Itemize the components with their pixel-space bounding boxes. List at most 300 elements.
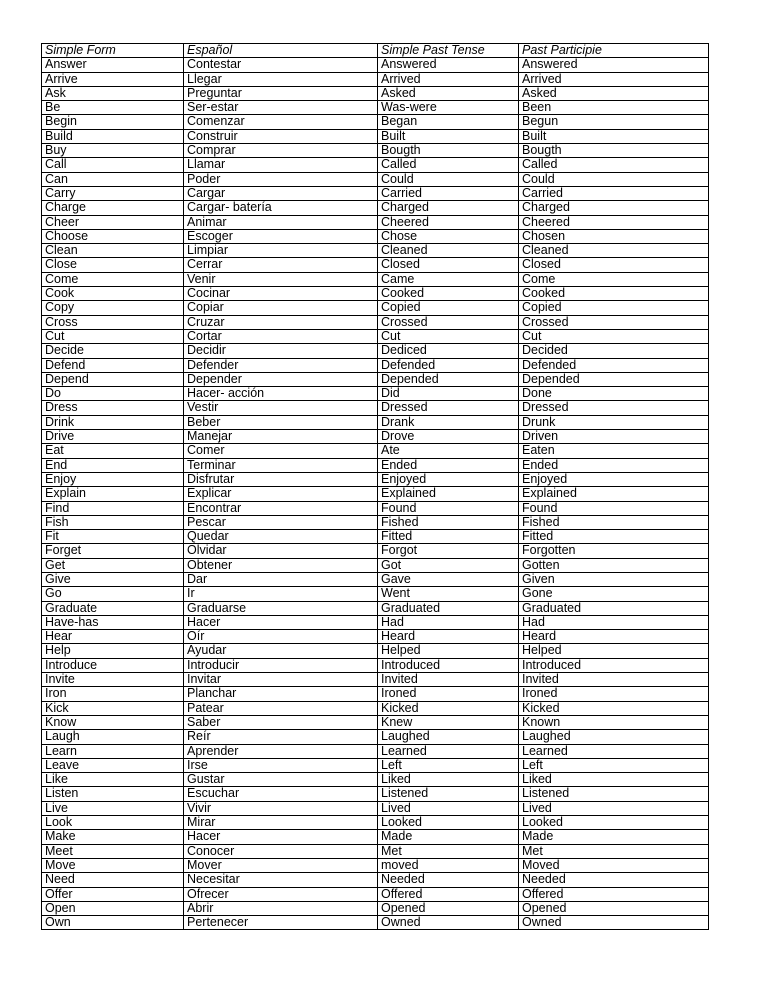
cell-spanish: Cerrar — [184, 258, 378, 272]
cell-simple-past: Looked — [378, 816, 519, 830]
cell-simple-past: Began — [378, 115, 519, 129]
cell-simple-form: Fit — [42, 530, 184, 544]
header-simple-past: Simple Past Tense — [378, 44, 519, 58]
table-row — [42, 773, 709, 787]
cell-simple-form: Kick — [42, 701, 184, 715]
table-row — [42, 615, 709, 629]
table-row — [42, 472, 709, 486]
cell-spanish: Vivir — [184, 801, 378, 815]
cell-simple-form: Cheer — [42, 215, 184, 229]
table-row — [42, 172, 709, 186]
table-row — [42, 430, 709, 444]
cell-simple-form: Drink — [42, 415, 184, 429]
cell-simple-form: Offer — [42, 887, 184, 901]
cell-past-participle: Defended — [519, 358, 709, 372]
cell-spanish: Escuchar — [184, 787, 378, 801]
cell-simple-past: Chose — [378, 229, 519, 243]
cell-spanish: Vestir — [184, 401, 378, 415]
cell-simple-form: Dress — [42, 401, 184, 415]
cell-simple-form: Move — [42, 858, 184, 872]
cell-past-participle: Answered — [519, 58, 709, 72]
cell-past-participle: Chosen — [519, 229, 709, 243]
cell-past-participle: Met — [519, 844, 709, 858]
cell-simple-past: Graduated — [378, 601, 519, 615]
table-row — [42, 687, 709, 701]
table-row — [42, 801, 709, 815]
cell-simple-past: Had — [378, 615, 519, 629]
table-row — [42, 572, 709, 586]
table-row — [42, 144, 709, 158]
cell-spanish: Poder — [184, 172, 378, 186]
cell-past-participle: Charged — [519, 201, 709, 215]
cell-simple-past: Made — [378, 830, 519, 844]
cell-simple-form: Ask — [42, 86, 184, 100]
cell-simple-past: Cut — [378, 329, 519, 343]
cell-past-participle: Drunk — [519, 415, 709, 429]
cell-simple-past: Liked — [378, 773, 519, 787]
cell-spanish: Cortar — [184, 329, 378, 343]
cell-simple-past: Explained — [378, 487, 519, 501]
cell-spanish: Escoger — [184, 229, 378, 243]
cell-past-participle: Moved — [519, 858, 709, 872]
cell-past-participle: Found — [519, 501, 709, 515]
cell-simple-past: Could — [378, 172, 519, 186]
cell-simple-form: Answer — [42, 58, 184, 72]
cell-simple-form: Can — [42, 172, 184, 186]
cell-past-participle: Decided — [519, 344, 709, 358]
cell-spanish: Hacer — [184, 830, 378, 844]
cell-past-participle: Enjoyed — [519, 472, 709, 486]
cell-spanish: Defender — [184, 358, 378, 372]
cell-past-participle: Laughed — [519, 730, 709, 744]
cell-simple-form: Choose — [42, 229, 184, 243]
cell-past-participle: Known — [519, 715, 709, 729]
cell-past-participle: Dressed — [519, 401, 709, 415]
cell-simple-form: Have-has — [42, 615, 184, 629]
cell-simple-past: Needed — [378, 873, 519, 887]
cell-simple-past: Drank — [378, 415, 519, 429]
cell-past-participle: Introduced — [519, 658, 709, 672]
verb-table-header — [42, 44, 709, 58]
cell-simple-past: Ironed — [378, 687, 519, 701]
cell-spanish: Ser-estar — [184, 101, 378, 115]
header-row — [42, 44, 709, 58]
table-row — [42, 115, 709, 129]
cell-spanish: Cargar- batería — [184, 201, 378, 215]
table-row — [42, 515, 709, 529]
cell-simple-past: Defended — [378, 358, 519, 372]
cell-spanish: Llegar — [184, 72, 378, 86]
cell-past-participle: Offered — [519, 887, 709, 901]
cell-simple-past: Bougth — [378, 144, 519, 158]
cell-past-participle: Forgotten — [519, 544, 709, 558]
cell-spanish: Dar — [184, 572, 378, 586]
cell-simple-form: Open — [42, 901, 184, 915]
table-row — [42, 272, 709, 286]
cell-simple-form: Live — [42, 801, 184, 815]
cell-simple-form: Copy — [42, 301, 184, 315]
cell-simple-form: Look — [42, 816, 184, 830]
cell-simple-past: Ended — [378, 458, 519, 472]
cell-spanish: Gustar — [184, 773, 378, 787]
cell-simple-past: Answered — [378, 58, 519, 72]
cell-past-participle: Begun — [519, 115, 709, 129]
cell-spanish: Abrir — [184, 901, 378, 915]
cell-simple-past: Cheered — [378, 215, 519, 229]
cell-simple-past: Found — [378, 501, 519, 515]
cell-simple-form: Eat — [42, 444, 184, 458]
cell-past-participle: Owned — [519, 916, 709, 930]
cell-simple-form: Invite — [42, 673, 184, 687]
table-row — [42, 844, 709, 858]
cell-simple-past: Called — [378, 158, 519, 172]
table-row — [42, 401, 709, 415]
cell-spanish: Hacer — [184, 615, 378, 629]
table-row — [42, 301, 709, 315]
cell-spanish: Olvidar — [184, 544, 378, 558]
cell-simple-form: Cut — [42, 329, 184, 343]
cell-spanish: Graduarse — [184, 601, 378, 615]
cell-past-participle: Fished — [519, 515, 709, 529]
cell-spanish: Saber — [184, 715, 378, 729]
cell-simple-form: Carry — [42, 186, 184, 200]
cell-simple-past: Listened — [378, 787, 519, 801]
table-row — [42, 601, 709, 615]
cell-past-participle: Ended — [519, 458, 709, 472]
table-row — [42, 530, 709, 544]
cell-simple-form: Know — [42, 715, 184, 729]
cell-simple-form: Learn — [42, 744, 184, 758]
cell-simple-past: Offered — [378, 887, 519, 901]
cell-spanish: Pescar — [184, 515, 378, 529]
table-row — [42, 315, 709, 329]
cell-past-participle: Graduated — [519, 601, 709, 615]
cell-simple-form: Introduce — [42, 658, 184, 672]
table-row — [42, 344, 709, 358]
cell-simple-past: Lived — [378, 801, 519, 815]
table-row — [42, 186, 709, 200]
table-row — [42, 458, 709, 472]
table-row — [42, 387, 709, 401]
table-row — [42, 744, 709, 758]
table-row — [42, 787, 709, 801]
cell-simple-form: Get — [42, 558, 184, 572]
cell-past-participle: Done — [519, 387, 709, 401]
cell-past-participle: Could — [519, 172, 709, 186]
table-row — [42, 916, 709, 930]
cell-simple-form: Call — [42, 158, 184, 172]
cell-spanish: Manejar — [184, 430, 378, 444]
cell-simple-past: Enjoyed — [378, 472, 519, 486]
cell-spanish: Conocer — [184, 844, 378, 858]
cell-spanish: Animar — [184, 215, 378, 229]
table-row — [42, 873, 709, 887]
cell-past-participle: Gone — [519, 587, 709, 601]
verb-table-body — [42, 58, 709, 930]
cell-spanish: Preguntar — [184, 86, 378, 100]
cell-simple-past: Cooked — [378, 287, 519, 301]
cell-past-participle: Cooked — [519, 287, 709, 301]
cell-past-participle: Looked — [519, 816, 709, 830]
cell-past-participle: Needed — [519, 873, 709, 887]
cell-simple-form: Fish — [42, 515, 184, 529]
table-row — [42, 715, 709, 729]
cell-simple-past: Carried — [378, 186, 519, 200]
cell-simple-form: Listen — [42, 787, 184, 801]
header-simple-form: Simple Form — [42, 44, 184, 58]
cell-past-participle: Carried — [519, 186, 709, 200]
table-row — [42, 329, 709, 343]
cell-spanish: Aprender — [184, 744, 378, 758]
cell-simple-form: Cook — [42, 287, 184, 301]
cell-simple-form: Meet — [42, 844, 184, 858]
cell-simple-past: Got — [378, 558, 519, 572]
cell-simple-past: Did — [378, 387, 519, 401]
table-row — [42, 158, 709, 172]
cell-simple-past: Helped — [378, 644, 519, 658]
cell-past-participle: Lived — [519, 801, 709, 815]
cell-simple-form: Go — [42, 587, 184, 601]
cell-spanish: Decidir — [184, 344, 378, 358]
cell-simple-form: Iron — [42, 687, 184, 701]
cell-past-participle: Opened — [519, 901, 709, 915]
cell-spanish: Cocinar — [184, 287, 378, 301]
table-row — [42, 287, 709, 301]
cell-simple-form: Leave — [42, 758, 184, 772]
table-row — [42, 129, 709, 143]
table-row — [42, 730, 709, 744]
cell-spanish: Contestar — [184, 58, 378, 72]
cell-simple-past: Arrived — [378, 72, 519, 86]
cell-spanish: Cruzar — [184, 315, 378, 329]
cell-spanish: Introducir — [184, 658, 378, 672]
cell-simple-form: Enjoy — [42, 472, 184, 486]
cell-spanish: Beber — [184, 415, 378, 429]
cell-simple-past: moved — [378, 858, 519, 872]
cell-past-participle: Driven — [519, 430, 709, 444]
cell-simple-past: Depended — [378, 372, 519, 386]
table-row — [42, 673, 709, 687]
cell-simple-form: Be — [42, 101, 184, 115]
cell-spanish: Encontrar — [184, 501, 378, 515]
cell-past-participle: Gotten — [519, 558, 709, 572]
table-row — [42, 558, 709, 572]
cell-simple-form: Do — [42, 387, 184, 401]
table-row — [42, 258, 709, 272]
table-row — [42, 887, 709, 901]
cell-simple-form: Clean — [42, 244, 184, 258]
cell-simple-form: Make — [42, 830, 184, 844]
cell-past-participle: Ironed — [519, 687, 709, 701]
cell-simple-form: Begin — [42, 115, 184, 129]
cell-simple-form: Help — [42, 644, 184, 658]
table-row — [42, 701, 709, 715]
cell-past-participle: Come — [519, 272, 709, 286]
table-row — [42, 86, 709, 100]
cell-simple-form: Forget — [42, 544, 184, 558]
cell-past-participle: Asked — [519, 86, 709, 100]
cell-spanish: Venir — [184, 272, 378, 286]
cell-simple-past: Ate — [378, 444, 519, 458]
table-row — [42, 901, 709, 915]
cell-simple-past: Met — [378, 844, 519, 858]
cell-past-participle: Liked — [519, 773, 709, 787]
cell-simple-form: Defend — [42, 358, 184, 372]
cell-simple-past: Learned — [378, 744, 519, 758]
cell-past-participle: Cheered — [519, 215, 709, 229]
cell-simple-past: Opened — [378, 901, 519, 915]
table-row — [42, 72, 709, 86]
cell-spanish: Depender — [184, 372, 378, 386]
cell-past-participle: Crossed — [519, 315, 709, 329]
table-row — [42, 201, 709, 215]
table-row — [42, 372, 709, 386]
cell-past-participle: Built — [519, 129, 709, 143]
cell-spanish: Copiar — [184, 301, 378, 315]
cell-spanish: Oír — [184, 630, 378, 644]
table-row — [42, 58, 709, 72]
table-row — [42, 487, 709, 501]
cell-simple-form: Build — [42, 129, 184, 143]
cell-past-participle: Copied — [519, 301, 709, 315]
cell-spanish: Pertenecer — [184, 916, 378, 930]
cell-past-participle: Cleaned — [519, 244, 709, 258]
cell-spanish: Construir — [184, 129, 378, 143]
table-row — [42, 658, 709, 672]
cell-simple-form: Like — [42, 773, 184, 787]
table-row — [42, 587, 709, 601]
cell-spanish: Cargar — [184, 186, 378, 200]
cell-simple-past: Went — [378, 587, 519, 601]
cell-simple-past: Kicked — [378, 701, 519, 715]
cell-simple-past: Left — [378, 758, 519, 772]
cell-simple-past: Cleaned — [378, 244, 519, 258]
cell-simple-past: Was-were — [378, 101, 519, 115]
table-row — [42, 644, 709, 658]
cell-simple-form: Find — [42, 501, 184, 515]
cell-simple-past: Invited — [378, 673, 519, 687]
table-row — [42, 415, 709, 429]
cell-simple-form: Arrive — [42, 72, 184, 86]
cell-spanish: Planchar — [184, 687, 378, 701]
cell-simple-form: Hear — [42, 630, 184, 644]
cell-past-participle: Given — [519, 572, 709, 586]
cell-simple-past: Crossed — [378, 315, 519, 329]
cell-past-participle: Arrived — [519, 72, 709, 86]
cell-simple-past: Laughed — [378, 730, 519, 744]
cell-past-participle: Kicked — [519, 701, 709, 715]
cell-simple-form: Own — [42, 916, 184, 930]
cell-spanish: Comenzar — [184, 115, 378, 129]
cell-past-participle: Depended — [519, 372, 709, 386]
cell-past-participle: Left — [519, 758, 709, 772]
cell-simple-form: Laugh — [42, 730, 184, 744]
cell-spanish: Limpiar — [184, 244, 378, 258]
cell-simple-past: Came — [378, 272, 519, 286]
cell-spanish: Ir — [184, 587, 378, 601]
table-row — [42, 830, 709, 844]
cell-spanish: Patear — [184, 701, 378, 715]
cell-simple-form: Decide — [42, 344, 184, 358]
cell-past-participle: Called — [519, 158, 709, 172]
cell-simple-form: Buy — [42, 144, 184, 158]
table-row — [42, 358, 709, 372]
cell-spanish: Quedar — [184, 530, 378, 544]
cell-spanish: Irse — [184, 758, 378, 772]
cell-past-participle: Bougth — [519, 144, 709, 158]
table-row — [42, 630, 709, 644]
cell-simple-form: Depend — [42, 372, 184, 386]
cell-past-participle: Closed — [519, 258, 709, 272]
cell-past-participle: Made — [519, 830, 709, 844]
cell-past-participle: Invited — [519, 673, 709, 687]
cell-simple-form: Come — [42, 272, 184, 286]
cell-simple-past: Introduced — [378, 658, 519, 672]
cell-spanish: Ayudar — [184, 644, 378, 658]
cell-simple-form: Give — [42, 572, 184, 586]
table-row — [42, 229, 709, 243]
cell-spanish: Ofrecer — [184, 887, 378, 901]
header-past-participle: Past Participie — [519, 44, 709, 58]
cell-spanish: Llamar — [184, 158, 378, 172]
cell-past-participle: Fitted — [519, 530, 709, 544]
cell-simple-form: Need — [42, 873, 184, 887]
cell-simple-past: Dressed — [378, 401, 519, 415]
cell-simple-past: Copied — [378, 301, 519, 315]
cell-simple-past: Heard — [378, 630, 519, 644]
cell-spanish: Obtener — [184, 558, 378, 572]
cell-spanish: Disfrutar — [184, 472, 378, 486]
cell-simple-past: Forgot — [378, 544, 519, 558]
cell-past-participle: Listened — [519, 787, 709, 801]
cell-spanish: Reír — [184, 730, 378, 744]
cell-simple-past: Owned — [378, 916, 519, 930]
cell-simple-past: Fitted — [378, 530, 519, 544]
verb-table — [41, 43, 709, 930]
table-row — [42, 244, 709, 258]
cell-simple-past: Knew — [378, 715, 519, 729]
cell-simple-form: Graduate — [42, 601, 184, 615]
cell-spanish: Mover — [184, 858, 378, 872]
cell-spanish: Necesitar — [184, 873, 378, 887]
cell-simple-past: Asked — [378, 86, 519, 100]
cell-simple-past: Dediced — [378, 344, 519, 358]
cell-simple-form: Drive — [42, 430, 184, 444]
cell-past-participle: Helped — [519, 644, 709, 658]
cell-past-participle: Learned — [519, 744, 709, 758]
cell-simple-past: Drove — [378, 430, 519, 444]
table-row — [42, 501, 709, 515]
cell-simple-form: Close — [42, 258, 184, 272]
cell-spanish: Hacer- acción — [184, 387, 378, 401]
cell-spanish: Explicar — [184, 487, 378, 501]
header-spanish: Español — [184, 44, 378, 58]
cell-simple-past: Built — [378, 129, 519, 143]
cell-simple-past: Charged — [378, 201, 519, 215]
cell-spanish: Comprar — [184, 144, 378, 158]
cell-spanish: Invitar — [184, 673, 378, 687]
cell-spanish: Terminar — [184, 458, 378, 472]
table-row — [42, 544, 709, 558]
cell-past-participle: Eaten — [519, 444, 709, 458]
table-row — [42, 758, 709, 772]
table-row — [42, 444, 709, 458]
table-row — [42, 215, 709, 229]
cell-simple-past: Gave — [378, 572, 519, 586]
cell-simple-past: Fished — [378, 515, 519, 529]
cell-simple-form: Charge — [42, 201, 184, 215]
cell-past-participle: Heard — [519, 630, 709, 644]
